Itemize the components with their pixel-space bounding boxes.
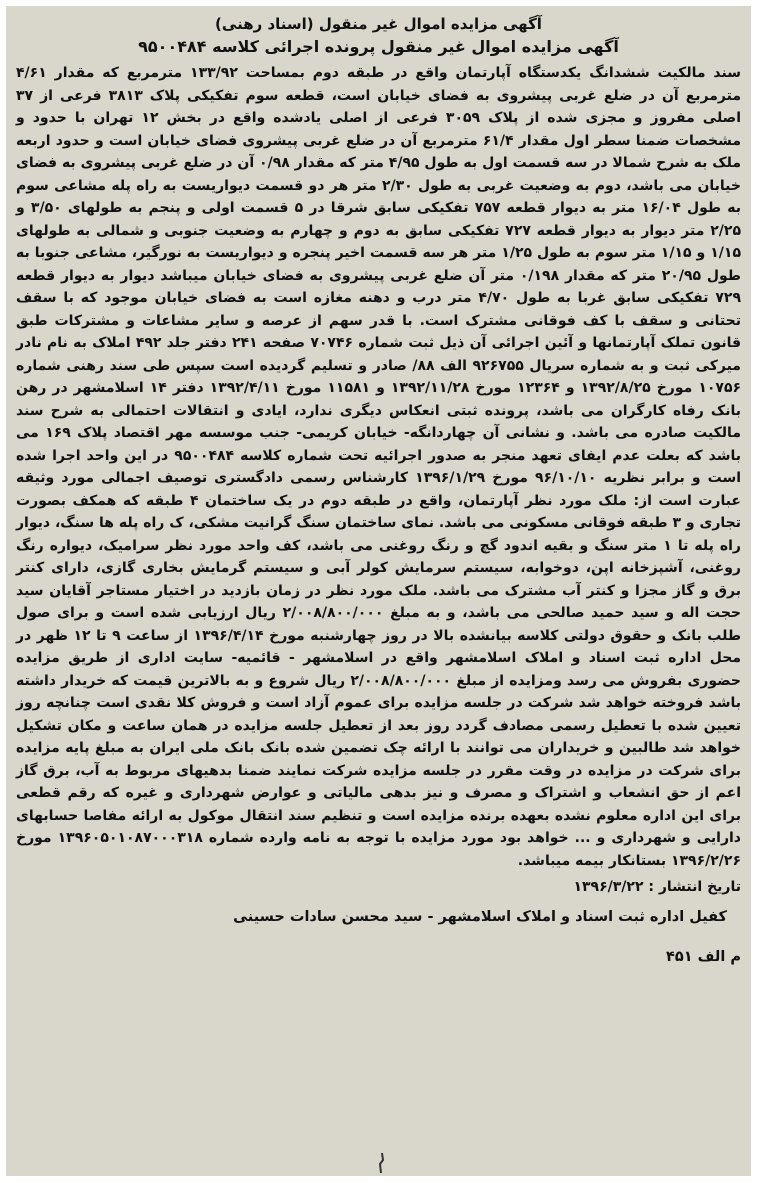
pen-mark-icon [374,1152,388,1174]
notice-code: م الف ۴۵۱ [666,949,741,965]
auction-notice [6,6,751,1176]
notice-subtitle: آگهی مزایده اموال غیر منقول پرونده اجرائی کلاسه ۹۵۰۰۴۸۴ [138,37,619,56]
notice-title: آگهی مزایده اموال غیر منقول (اسناد رهنی) [215,15,542,33]
signature-line: کفیل اداره ثبت اسناد و املاک اسلامشهر - سید محسن سادات حسینی [233,909,727,925]
notice-body: سند مالکیت ششدانگ یکدستگاه آپارتمان واقع در طبقه دوم بمساحت ۱۳۳/۹۲ مترمربع که مقدار ۴/۶۱ مترمربع آن در ضلع غربی پیشروی به فضای خیابان است، قطعه سوم تفکیکی پلاک ۳۸۱۳ فرعی از ۳۷ اصلی مفروز و مجزی شده از پلاک ۳۰۵۹ فرعی از اصلی یادشده واقع در بخش ۱۲ تهران با حدود و مشخصات ضمنا سطر اول مقدار ۶۱/۴ مترمربع آن در ضلع غربی پیشروی فضای خیابان است و حدود اربعه ملک به شرح شمالا در سه قسمت اول به طول ۴/۹۵ متر که مقدار ۰/۹۸ آن در ضلع غربی پیشروی به فضای خیابان می باشد، دوم به وضعیت غربی به طول ۲/۳۰ متر هر دو قسمت دیواریست به راه پله مشاعی سوم به طول ۱۶/۰۴ متر به دیوار قطعه ۷۵۷ تفکیکی سابق شرقا در ۵ قسمت اولی و پنجم به طولهای ۳/۵۰ و ۲/۲۵ متر دیوار به دیوار قطعه ۷۲۷ تفکیکی سابق به دوم و چهارم به وضعیت جنوبی و شمالی به طولهای ۱/۱۵ و ۱/۱۵ متر سوم به طول ۱/۲۵ متر هر سه قسمت اخیر پنجره و دیواریست به نورگیر، مشاعی جنوبا به طول ۲۰/۹۵ متر که مقدار ۰/۱۹۸ متر آن ضلع غربی پیشروی به فضای خیابان میباشد دیوار به دیوار قطعه ۷۲۹ تفکیکی سابق غربا به طول ۴/۷۰ متر درب و دهنه مغازه است به فضای خیابان موجود که با سقف تحتانی و سقف با کف فوقانی مشترک است. با قدر سهم از عرصه و سایر مشاعات و مشترکات طبق قانون تملک آپارتمانها و آئین اجرائی آن ذیل ثبت شماره ۷۰۷۴۶ صفحه ۲۴۱ دفتر جلد ۴۹۲ املاک به نام نادر میرکی ثبت و به شماره سریال ۹۲۶۷۵۵ الف ۸۸/ صادر و تسلیم گردیده است سپس طی سند رهنی شماره ۱۰۷۵۶ مورخ ۱۳۹۲/۸/۲۵ و ۱۲۳۶۴ مورخ ۱۳۹۲/۱۱/۲۸ و ۱۱۵۸۱ مورخ ۱۳۹۲/۴/۱۱ دفتر ۱۴ اسلامشهر در رهن بانک رفاه کارگران می باشد، پرونده ثبتی انعکاس دیگری ندارد، ایادی و انتقالات احتمالی به شرح سند مالکیت صادره می باشد. و نشانی آن چهاردانگه- خیابان کریمی- جنب موسسه مهر اقتصاد پلاک ۱۶۹ می باشد که بعلت عدم ایفای تعهد منجر به صدور اجرائیه تحت شماره کلاسه ۹۵۰۰۴۸۴ در این واحد اجرا شده است و برابر نظریه ۹۶/۱۰/۱۰ مورخ ۱۳۹۶/۱/۲۹ کارشناس رسمی دادگستری توصیف اجمالی مورد وثیقه عبارت است از: ملک مورد نظر آپارتمان، واقع در طبقه دوم در یک ساختمان ۴ طبقه که همکف بصورت تجاری و ۳ طبقه فوقانی مسکونی می باشد. نمای ساختمان سنگ گرانیت مشکی، ک راه پله ها سنگ، دیوار راه پله تا ۱ متر سنگ و بقیه اندود گچ و رنگ روغنی می باشد، کف واحد مورد نظر سرامیک، دیواره رنگ روغنی، آشپزخانه اپن، دوخوابه، سیستم سرمایش کولر آبی و سیستم گرمایش بخاری گازی، دارای کنتر برق و گاز مجزا و کنتر آب مشترک می باشد. ملک مورد نظر در زمان بازدید در اختیار مستاجر آقایان سید حجت اله و سید حمید صالحی می باشد، و به مبلغ ۲/۰۰۸/۸۰۰/۰۰۰ ریال ارزیابی شده است و برای صول طلب بانک و حقوق دولتی کلاسه بیانشده بالا در روز چهارشنبه مورخ ۱۳۹۶/۴/۱۴ از ساعت ۹ تا ۱۲ ظهر در محل اداره ثبت اسناد و املاک اسلامشهر واقع در اسلامشهر - قائمیه- سایت اداری از طریق مزایده حضوری بفروش می رسد ومزایده از مبلغ ۲/۰۰۸/۸۰۰/۰۰۰ ریال شروع و به بالاترین قیمت که خریدار داشته باشد فروخته خواهد شد شرکت در جلسه مزایده برای عموم آزاد است و فروش کلا نقدی است چنانچه روز تعیین شده با تعطیل رسمی مصادف گردد روز بعد از تعطیل جلسه مزایده در همان ساعت و مکان تشکیل خواهد شد طالبین و خریداران می توانند با ارائه چک تضمین شده بانک بانک ملی ایران به مبلغ پایه مزایده برای شرکت در مزایده در وقت مقرر در جلسه مزایده شرکت نمایند ضمنا بدهیهای مربوط به آب، برق گاز اعم از حق انشعاب و اشتراک و مصرف و نیز بدهی مالیاتی و عوارض شهرداری و غیره که رقم قطعی برای این اداره معلوم نشده بعهده برنده مزایده است و تنظیم سند انتقال موکول به ارائه مفاصا حسابهای دارایی و شهرداری و ... خواهد بود مورد مزایده با توجه به نامه وارده شماره ۱۳۹۶۰۵۰۱۰۸۷۰۰۰۳۱۸ مورخ ۱۳۹۶/۲/۲۶ بستانکار بیمه میباشد. [16,65,742,869]
publish-date: تاریخ انتشار : ۱۳۹۶/۳/۲۲ [573,879,741,895]
